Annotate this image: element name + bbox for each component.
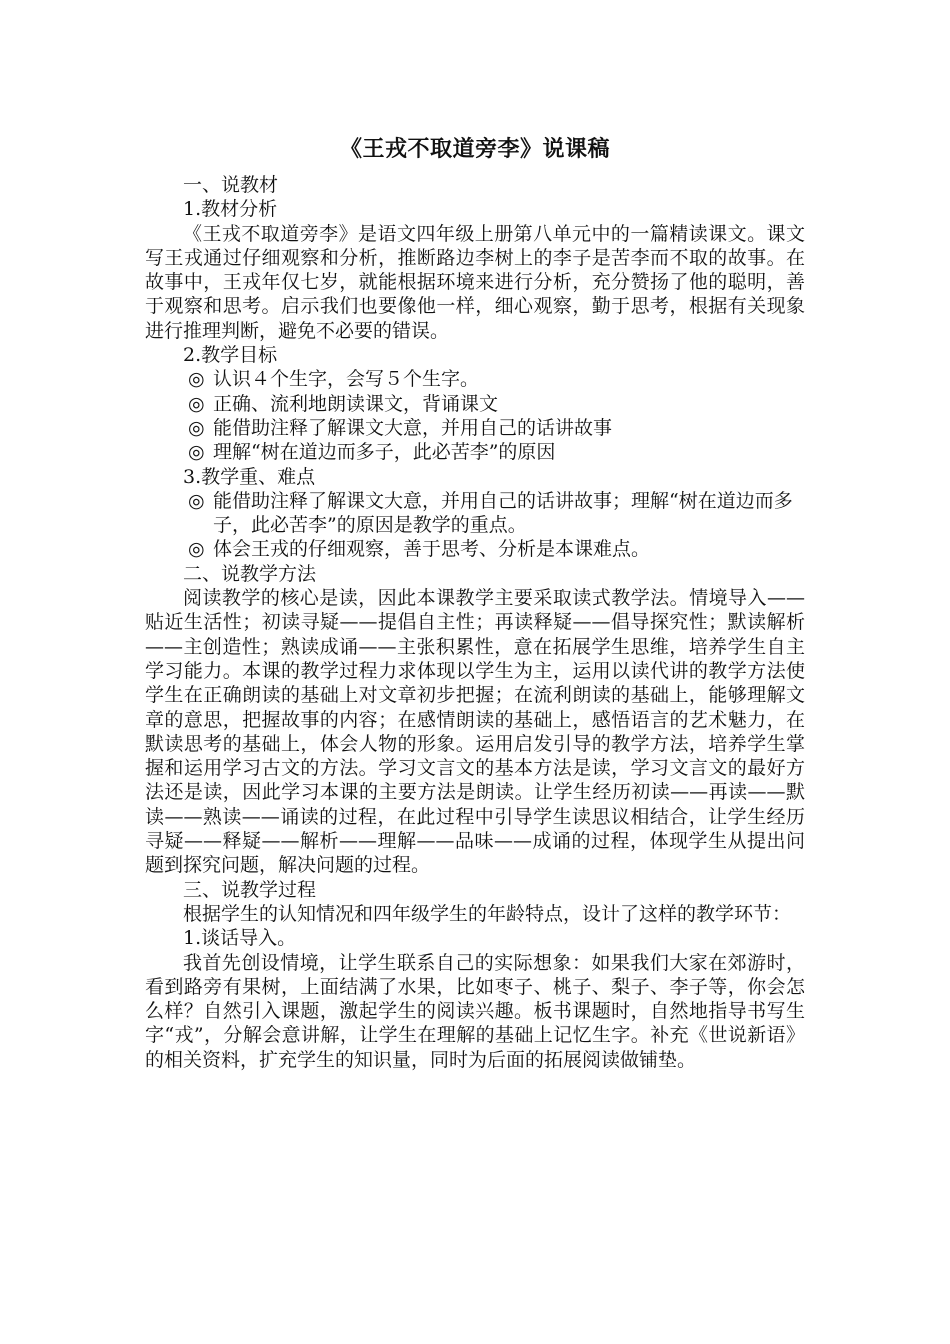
- document-title: 《王戎不取道旁李》说课稿: [339, 137, 610, 162]
- goal-item: [145, 416, 805, 440]
- subheading-goals: 2.教学目标: [183, 344, 278, 367]
- section-heading-textbook: 一、说教材: [183, 174, 279, 196]
- goal-text: 理解“树在道边而多子，此必苦李”的原因: [213, 441, 556, 464]
- bullet-icon: ◎: [188, 538, 205, 561]
- goal-text: 能借助注释了解课文大意，并用自己的话讲故事: [213, 416, 613, 439]
- bullet-icon: ◎: [188, 416, 205, 439]
- goal-item: [145, 392, 805, 416]
- section-heading-process: 三、说教学过程: [183, 878, 317, 901]
- keypoint-text: 体会王戎的仔细观察，善于思考、分析是本课难点。: [213, 538, 651, 561]
- document-body: [145, 173, 805, 1072]
- paragraph-process-intro: 根据学生的认知情况和四年级学生的年龄特点，设计了这样的教学环节：: [183, 902, 792, 925]
- goal-text: 正确、流利地朗读课文，背诵课文: [213, 392, 499, 415]
- goal-item: [145, 440, 805, 464]
- subheading-keypoints: 3.教学重、难点: [183, 465, 316, 488]
- paragraph-methods: 阅读教学的核心是读，因此本课教学主要采取读式教学法。情境导入——贴近生活性；初读寻疑——提倡自主性；再读释疑——倡导探究性；默读解析——主创造性；熟读成诵——主张积累性，意在拓展学生思维，培养学生自主学习能力。本课的教学过程力求体现以学生为主，运用以读代讲的教学方法使学生在正确朗读的基础上对文章初步把握；在流利朗读的基础上，能够理解文章的意思，把握故事的内容；在感情朗读的基础上，感悟语言的艺术魅力，在默读思考的基础上，体会人物的形象。运用启发引导的教学方法，培养学生掌握和运用学习古文的方法。学习文言文的基本方法是读，学习文言文的最好方法还是读，因此学习本课的主要方法是朗读。让学生经历初读——再读——默读——熟读——诵读的过程，在此过程中引导学生读思议相结合，让学生经历寻疑——释疑——解析——理解——品味——成诵的过程，体现学生从提出问题到探究问题，解决问题的过程。: [145, 587, 805, 877]
- bullet-icon: ◎: [188, 368, 205, 391]
- keypoint-item: [145, 489, 805, 538]
- goal-item: [145, 367, 805, 391]
- subheading-intro-talk: 1.谈话导入。: [183, 927, 297, 950]
- paragraph-intro-talk: 我首先创设情境，让学生联系自己的实际想象：如果我们大家在郊游时，看到路旁有果树，上面结满了水果，比如枣子、桃子、梨子、李子等，你会怎么样？自然引入课题，激起学生的阅读兴趣。板书课题时，自然地指导书写生字“戎”，分解会意讲解，让学生在理解的基础上记忆生字。补充《世说新语》的相关资料，扩充学生的知识量，同时为后面的拓展阅读做铺垫。: [145, 951, 805, 1071]
- bullet-icon: ◎: [188, 441, 205, 464]
- subheading-analysis: 1.教材分析: [183, 198, 278, 221]
- paragraph-analysis: 《王戎不取道旁李》是语文四年级上册第八单元中的一篇精读课文。课文写王戎通过仔细观察和分析，推断路边李树上的李子是苦李而不取的故事。在故事中，王戎年仅七岁，就能根据环境来进行分析，充分赞扬了他的聪明，善于观察和思考。启示我们也要像他一样，细心观察，勤于思考，根据有关现象进行推理判断，避免不必要的错误。: [145, 222, 805, 342]
- section-heading-methods: 二、说教学方法: [183, 562, 317, 585]
- keypoint-text: 能借助注释了解课文大意，并用自己的话讲故事；理解“树在道边而多子，此必苦李”的原因是教学的重点。: [213, 489, 793, 537]
- goal-text: 认识４个生字，会写５个生字。: [213, 368, 480, 391]
- bullet-icon: ◎: [188, 392, 205, 415]
- keypoint-item: [145, 537, 805, 561]
- bullet-icon: ◎: [188, 489, 205, 512]
